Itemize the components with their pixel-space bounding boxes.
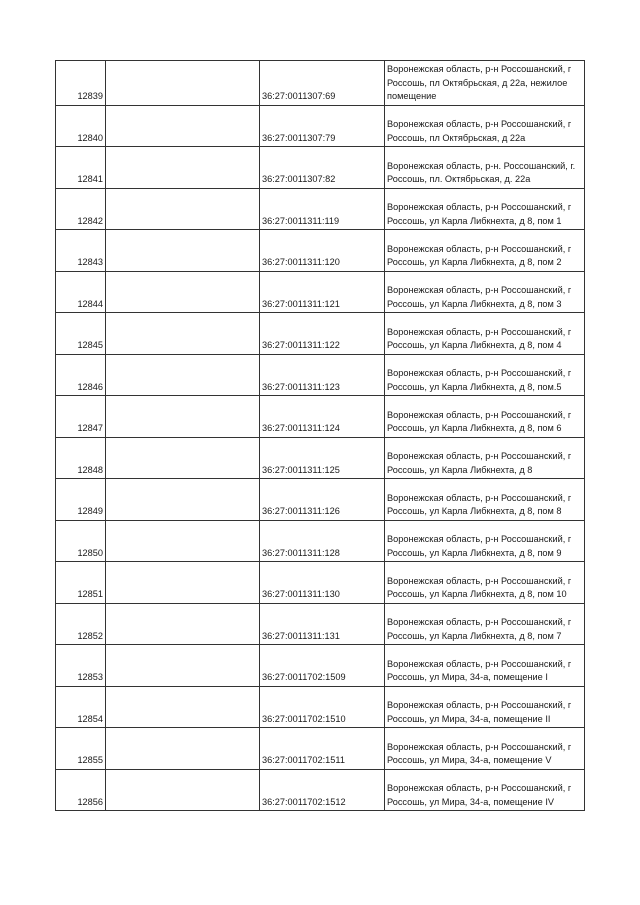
cadastral-number: 36:27:0011311:125 xyxy=(260,437,385,479)
row-number: 12843 xyxy=(56,230,106,272)
cadastral-number: 36:27:0011702:1509 xyxy=(260,645,385,687)
cadastral-number: 36:27:0011311:126 xyxy=(260,479,385,521)
table-row xyxy=(56,479,585,521)
row-number: 12842 xyxy=(56,188,106,230)
row-number: 12854 xyxy=(56,686,106,728)
table-row xyxy=(56,230,585,272)
cadastral-number: 36:27:0011311:120 xyxy=(260,230,385,272)
table-row xyxy=(56,769,585,811)
table-row xyxy=(56,147,585,189)
empty-cell xyxy=(106,520,260,562)
cadastral-number: 36:27:0011311:121 xyxy=(260,271,385,313)
empty-cell xyxy=(106,61,260,106)
cadastral-number: 36:27:0011311:128 xyxy=(260,520,385,562)
empty-cell xyxy=(106,188,260,230)
registry-table xyxy=(55,60,585,811)
empty-cell xyxy=(106,686,260,728)
address: Воронежская область, р-н Россошанский, г Россошь, ул Карла Либкнехта, д 8, пом 1 xyxy=(385,188,585,230)
cadastral-number: 36:27:0011311:130 xyxy=(260,562,385,604)
cadastral-number: 36:27:0011311:124 xyxy=(260,396,385,438)
address: Воронежская область, р-н Россошанский, г Россошь, ул Карла Либкнехта, д 8, пом 4 xyxy=(385,313,585,355)
empty-cell xyxy=(106,313,260,355)
cadastral-number: 36:27:0011307:69 xyxy=(260,61,385,106)
table-row xyxy=(56,603,585,645)
row-number: 12850 xyxy=(56,520,106,562)
empty-cell xyxy=(106,354,260,396)
address: Воронежская область, р-н Россошанский, г Россошь, ул Карла Либкнехта, д 8, пом 7 xyxy=(385,603,585,645)
empty-cell xyxy=(106,230,260,272)
empty-cell xyxy=(106,396,260,438)
table-row xyxy=(56,105,585,147)
row-number: 12853 xyxy=(56,645,106,687)
row-number: 12839 xyxy=(56,61,106,106)
table-row xyxy=(56,61,585,106)
row-number: 12851 xyxy=(56,562,106,604)
empty-cell xyxy=(106,603,260,645)
row-number: 12855 xyxy=(56,728,106,770)
row-number: 12845 xyxy=(56,313,106,355)
address: Воронежская область, р-н Россошанский, г Россошь, ул Мира, 34-а, помещение II xyxy=(385,686,585,728)
empty-cell xyxy=(106,728,260,770)
address: Воронежская область, р-н Россошанский, г Россошь, ул Карла Либкнехта, д 8, пом 10 xyxy=(385,562,585,604)
row-number: 12847 xyxy=(56,396,106,438)
empty-cell xyxy=(106,271,260,313)
address: Воронежская область, р-н Россошанский, г Россошь, пл Октябрьская, д 22а, нежилое помещение xyxy=(385,61,585,106)
table-row xyxy=(56,728,585,770)
row-number: 12848 xyxy=(56,437,106,479)
row-number: 12844 xyxy=(56,271,106,313)
address: Воронежская область, р-н Россошанский, г Россошь, ул Карла Либкнехта, д 8 xyxy=(385,437,585,479)
empty-cell xyxy=(106,562,260,604)
address: Воронежская область, р-н Россошанский, г Россошь, ул Карла Либкнехта, д 8, пом 3 xyxy=(385,271,585,313)
address: Воронежская область, р-н Россошанский, г Россошь, ул Мира, 34-а, помещение I xyxy=(385,645,585,687)
empty-cell xyxy=(106,147,260,189)
table-row xyxy=(56,354,585,396)
cadastral-number: 36:27:0011702:1510 xyxy=(260,686,385,728)
row-number: 12840 xyxy=(56,105,106,147)
address: Воронежская область, р-н Россошанский, г Россошь, ул Мира, 34-а, помещение IV xyxy=(385,769,585,811)
table-row xyxy=(56,437,585,479)
row-number: 12852 xyxy=(56,603,106,645)
address: Воронежская область, р-н Россошанский, г Россошь, ул Карла Либкнехта, д 8, пом 2 xyxy=(385,230,585,272)
registry-table-body xyxy=(56,61,585,811)
address: Воронежская область, р-н Россошанский, г Россошь, ул Карла Либкнехта, д 8, пом 9 xyxy=(385,520,585,562)
table-row xyxy=(56,271,585,313)
address: Воронежская область, р-н. Россошанский, г. Россошь, пл. Октябрьская, д. 22а xyxy=(385,147,585,189)
cadastral-number: 36:27:0011311:122 xyxy=(260,313,385,355)
row-number: 12849 xyxy=(56,479,106,521)
empty-cell xyxy=(106,645,260,687)
address: Воронежская область, р-н Россошанский, г Россошь, ул Карла Либкнехта, д 8, пом.5 xyxy=(385,354,585,396)
address: Воронежская область, р-н Россошанский, г Россошь, ул Карла Либкнехта, д 8, пом 8 xyxy=(385,479,585,521)
cadastral-number: 36:27:0011307:82 xyxy=(260,147,385,189)
table-row xyxy=(56,188,585,230)
table-row xyxy=(56,396,585,438)
address: Воронежская область, р-н Россошанский, г Россошь, ул Карла Либкнехта, д 8, пом 6 xyxy=(385,396,585,438)
row-number: 12846 xyxy=(56,354,106,396)
row-number: 12841 xyxy=(56,147,106,189)
address: Воронежская область, р-н Россошанский, г Россошь, ул Мира, 34-а, помещение V xyxy=(385,728,585,770)
table-row xyxy=(56,520,585,562)
table-row xyxy=(56,645,585,687)
address: Воронежская область, р-н Россошанский, г Россошь, пл Октябрьская, д 22а xyxy=(385,105,585,147)
cadastral-number: 36:27:0011702:1511 xyxy=(260,728,385,770)
empty-cell xyxy=(106,479,260,521)
empty-cell xyxy=(106,437,260,479)
row-number: 12856 xyxy=(56,769,106,811)
empty-cell xyxy=(106,769,260,811)
table-row xyxy=(56,562,585,604)
table-row xyxy=(56,313,585,355)
cadastral-number: 36:27:0011311:131 xyxy=(260,603,385,645)
cadastral-number: 36:27:0011702:1512 xyxy=(260,769,385,811)
table-row xyxy=(56,686,585,728)
cadastral-number: 36:27:0011307:79 xyxy=(260,105,385,147)
cadastral-number: 36:27:0011311:123 xyxy=(260,354,385,396)
cadastral-number: 36:27:0011311:119 xyxy=(260,188,385,230)
empty-cell xyxy=(106,105,260,147)
